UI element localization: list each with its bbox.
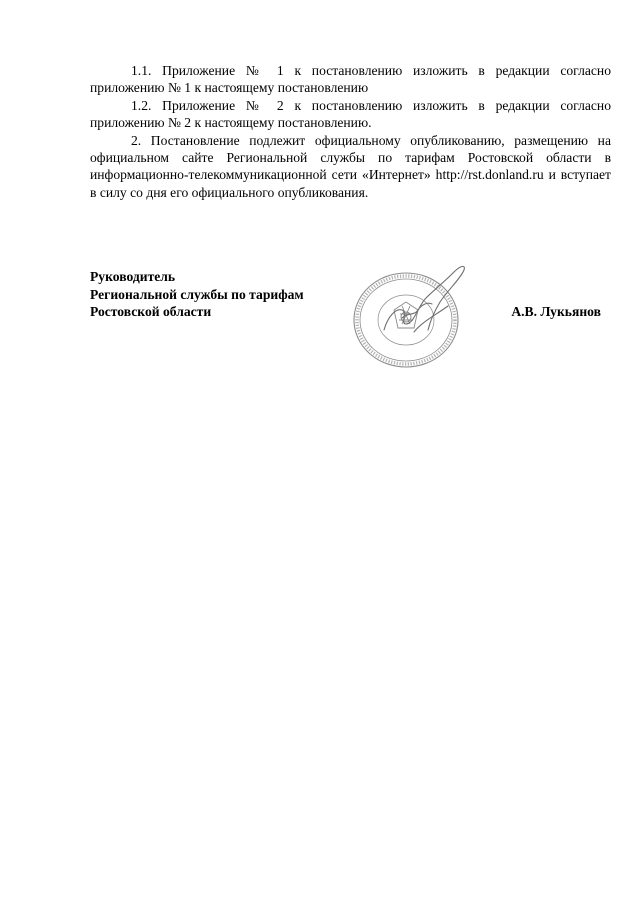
signer-title [90,268,304,321]
paragraph-1-2: 1.2. Приложение № 2 к постановлению изложить в редакции согласно приложению № 2 к настоящему постановлению. [90,97,611,131]
document-body [90,62,611,201]
signature-block [90,268,611,378]
paragraph-2: 2. Постановление подлежит официальному опубликованию, размещению на официальном сайте Региональной службы по тарифам Ростовской области в информационно-телекоммуникационной сети «Интернет» http://rst.donland.ru и вступает в силу со дня его официального опубликования. [90,132,611,200]
signer-title-line-3: Ростовской области [90,304,212,319]
signer-title-line-2: Региональной службы по тарифам [90,286,304,302]
paragraph-1-1: 1.1. Приложение № 1 к постановлению изложить в редакции согласно приложению № 1 к настоящему постановлению [90,63,611,96]
round-seal-icon [344,258,494,378]
signer-title-line-1: Руководитель [90,269,176,284]
signer-name: А.В. Лукьянов [511,304,601,319]
